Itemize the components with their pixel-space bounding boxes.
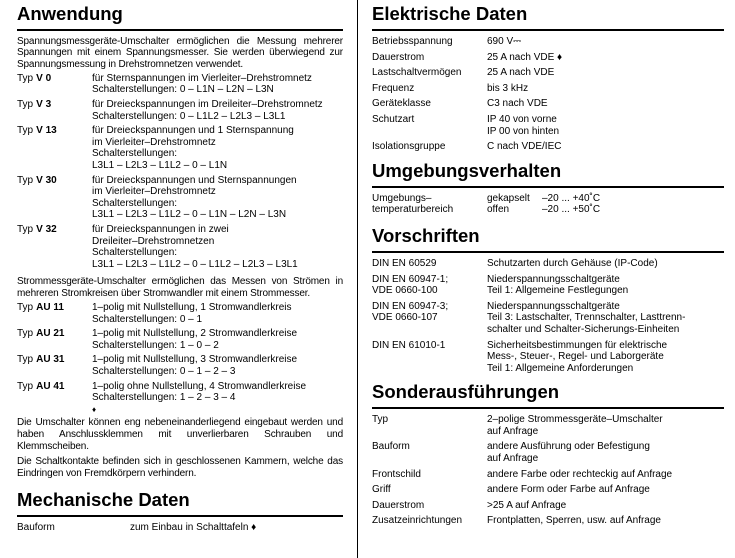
vorschriften-table: [372, 258, 724, 374]
typ-description-line: L3L1 – L2L3 – L1L2 – 0 – L1L2 – L2L3 – L3L1: [92, 258, 298, 270]
elektrische-row: [372, 52, 724, 64]
anwendung-heading: Anwendung: [17, 3, 123, 24]
typ-description-line: L3L1 – L2L3 – L1L2 – 0 – L1N: [92, 160, 228, 172]
anwendung-rule: [17, 29, 343, 31]
typ-description: [92, 224, 343, 270]
typ-code: V 13: [36, 125, 57, 137]
vorschriften-row: [372, 274, 724, 297]
typ-label: Typ: [17, 380, 34, 392]
vorschriften-row: [372, 340, 724, 375]
einbau-paragraph: Die Umschalter können eng nebeneinanderliegend eingebaut werden und haben Anschlussklemmen mit unverlierbaren Schrauben und Klemmscheiben.: [17, 417, 343, 452]
vorschriften-row: [372, 258, 724, 270]
typ-entry: [17, 381, 343, 404]
elektrische-row-key: Dauerstrom: [372, 51, 425, 63]
typ-description-line: im Vierleiter–Drehstromnetz: [92, 186, 216, 198]
typ-description-line: 1–polig mit Nullstellung, 3 Stromwandlerkreise: [92, 354, 298, 366]
sonder-rule: [372, 407, 724, 409]
typ-description: [92, 328, 343, 351]
typ-label-cell: [17, 381, 92, 404]
typ-code: V 32: [36, 224, 57, 236]
vorschriften-row-key: DIN EN 60947-1; VDE 0660-100: [372, 273, 449, 297]
typ-description-line: im Vierleiter–Drehstromnetz: [92, 136, 216, 148]
sonder-row-value: >25 A auf Anfrage: [487, 499, 567, 511]
typ-description-line: Schalterstellungen: 0 – L1N – L2N – L3N: [92, 84, 274, 96]
typ-label-cell: [17, 354, 92, 377]
vorschriften-row-value: Sicherheitsbestimmungen für elektrische Mess-, Steuer-, Regel- und Laborgeräte Teil 1: Allgemeine Anforderungen: [487, 339, 668, 374]
elektrische-row-value: IP 40 von vorne IP 00 von hinten: [487, 113, 560, 137]
typ-description: [92, 381, 343, 404]
typ-label-cell: [17, 73, 92, 96]
typ-description-line: Dreileiter–Drehstromnetzen: [92, 235, 215, 247]
typ-code: V 0: [36, 72, 52, 84]
typ-code: V 30: [36, 174, 57, 186]
sonder-row-value: 2–polige Strommessgeräte–Umschalter auf Anfrage: [487, 414, 663, 437]
elektrische-heading: Elektrische Daten: [372, 3, 528, 24]
umgebung-rule: [372, 186, 724, 188]
typ-label: Typ: [17, 301, 34, 313]
typ-entry: [17, 354, 343, 377]
typ-description: [92, 354, 343, 377]
typ-entry: [17, 224, 343, 270]
elektrische-row-value: 690 V⎓: [487, 36, 522, 47]
typ-description-line: Schalterstellungen: 1 – 2 – 3 – 4: [92, 392, 236, 404]
vorschriften-row: [372, 301, 724, 336]
elektrische-rule: [372, 29, 724, 31]
sonder-row: [372, 414, 724, 437]
typ-label: Typ: [17, 354, 34, 366]
elektrische-row-value: C3 nach VDE: [487, 98, 548, 110]
typ-label: Typ: [17, 224, 34, 236]
sonder-row: [372, 515, 724, 527]
typ-description-line: für Dreieckspannungen in zwei: [92, 224, 229, 236]
typ-description-line: Schalterstellungen:: [92, 148, 178, 160]
anwendung-intro: Spannungsmessgeräte-Umschalter ermöglichen die Messung mehrerer Spannungen mit einem Spannungsmesser. Sie werden überwiegend zur Spannungsmessung in Drehstromnetzen verwendet.: [17, 36, 343, 70]
typ-entry: [17, 328, 343, 351]
mechanische-row-value: zum Einbau in Schalttafeln ♦: [130, 522, 257, 534]
typ-description-line: Schalterstellungen:: [92, 247, 178, 259]
sonder-row-key: Typ: [372, 414, 389, 426]
sonder-row-value: Frontplatten, Sperren, usw. auf Anfrage: [487, 515, 661, 527]
mechanische-heading: Mechanische Daten: [17, 489, 190, 511]
typ-label: Typ: [17, 99, 34, 111]
sonder-table: [372, 414, 724, 527]
umgebung-row: [372, 193, 724, 216]
vorschriften-row-value: Niederspannungsschaltgeräte Teil 1: Allgemeine Festlegungen: [487, 273, 629, 297]
sonder-row: [372, 484, 724, 496]
typ-code: V 3: [36, 99, 52, 111]
sonder-row: [372, 500, 724, 512]
vorschriften-row-value: Niederspannungsschaltgeräte Teil 3: Lastschalter, Trennschalter, Lasttrenn- schalter und Schalter-Sicherungs-Einheiten: [487, 300, 686, 335]
typ-label: Typ: [17, 125, 34, 137]
typ-label-cell: [17, 99, 92, 122]
typ-description: [92, 125, 343, 171]
column-divider: [357, 0, 358, 558]
typ-entry: [17, 125, 343, 171]
vorschriften-row-key: DIN EN 60529: [372, 257, 437, 269]
typ-entry: [17, 302, 343, 325]
note-diamond-icon: ♦: [92, 404, 97, 414]
elektrische-row-key: Betriebsspannung: [372, 36, 453, 47]
vorschriften-row-key: DIN EN 61010-1: [372, 339, 446, 351]
elektrische-row-key: Frequenz: [372, 82, 415, 94]
typ-label: Typ: [17, 174, 34, 186]
elektrische-row-key: Isolationsgruppe: [372, 141, 446, 153]
vorschriften-row-value: Schutzarten durch Gehäuse (IP-Code): [487, 257, 658, 269]
typ-label-cell: [17, 224, 92, 270]
typ-entry: [17, 175, 343, 221]
mechanische-row: [17, 522, 343, 534]
typ-description-line: 1–polig ohne Nullstellung, 4 Stromwandlerkreise: [92, 380, 307, 392]
typ-description: [92, 73, 343, 96]
sonder-row-key: Dauerstrom: [372, 499, 425, 511]
typ-code: AU 11: [36, 301, 64, 313]
typ-description-line: für Dreieckspannungen und Sternspannungen: [92, 174, 297, 186]
vorschriften-heading: Vorschriften: [372, 224, 480, 246]
vorschriften-row-key: DIN EN 60947-3; VDE 0660-107: [372, 300, 449, 324]
mechanische-row-key: Bauform: [17, 522, 55, 534]
typ-code: AU 21: [36, 328, 65, 340]
sonder-row-key: Frontschild: [372, 468, 421, 480]
typ-code: AU 31: [36, 354, 65, 366]
typ-description-line: Schalterstellungen: 0 – 1 – 2 – 3: [92, 365, 236, 377]
typ-description-line: Schalterstellungen: 1 – 0 – 2: [92, 339, 219, 351]
elektrische-row-key: Schutzart: [372, 113, 415, 125]
elektrische-row: [372, 98, 724, 110]
typ-label-cell: [17, 125, 92, 171]
sonder-row: [372, 469, 724, 481]
typ-label-cell: [17, 328, 92, 351]
mechanische-table: [17, 522, 343, 534]
sonder-row: [372, 441, 724, 464]
elektrische-row: [372, 36, 724, 48]
typ-description-line: L3L1 – L2L3 – L1L2 – 0 – L1N – L2N – L3N: [92, 209, 287, 221]
typ-description-line: 1–polig mit Nullstellung, 2 Stromwandlerkreise: [92, 328, 298, 340]
elektrische-row-key: Lastschaltvermögen: [372, 67, 462, 79]
typ-label: Typ: [17, 72, 34, 84]
elektrische-table: [372, 36, 724, 153]
elektrische-row: [372, 141, 724, 153]
typ-description-line: Schalterstellungen: 0 – L1L2 – L2L3 – L3L1: [92, 110, 286, 122]
strom-typ-list: [17, 302, 343, 404]
elektrische-row: [372, 114, 724, 137]
umgebung-heading: Umgebungsverhalten: [372, 159, 562, 181]
elektrische-row-value: 25 A nach VDE ♦: [487, 51, 563, 63]
typ-code: AU 41: [36, 380, 65, 392]
right-column: [372, 0, 724, 531]
typ-label-cell: [17, 302, 92, 325]
umgebung-range: –20 ... +40˚C –20 ... +50˚C: [542, 192, 601, 216]
typ-entry: [17, 73, 343, 96]
elektrische-row-value: C nach VDE/IEC: [487, 141, 562, 153]
umgebung-mode: gekapselt offen: [487, 192, 530, 216]
elektrische-row-key: Geräteklasse: [372, 98, 431, 110]
typ-description-line: für Dreieckspannungen und 1 Sternspannung: [92, 125, 294, 137]
strom-intro: Strommessgeräte-Umschalter ermöglichen das Messen von Strömen in mehreren Stromkreisen über Stromwandler mit einem Strommesser.: [17, 276, 343, 299]
elektrische-row-value: bis 3 kHz: [487, 82, 529, 94]
elektrische-row: [372, 67, 724, 79]
typ-description: [92, 99, 343, 122]
typ-description-line: für Dreieckspannungen im Dreileiter–Drehstromnetz: [92, 99, 323, 111]
sonder-row-key: Griff: [372, 484, 391, 496]
umgebung-key: Umgebungs– temperaturbereich: [372, 192, 454, 216]
spannung-typ-list: [17, 73, 343, 271]
sonder-row-value: andere Form oder Farbe auf Anfrage: [487, 484, 650, 496]
sonder-heading: Sonderausführungen: [372, 381, 560, 403]
mechanische-rule: [17, 515, 343, 517]
typ-label-cell: [17, 175, 92, 221]
sonder-row-key: Zusatzeinrichtungen: [372, 515, 463, 527]
sonder-row-key: Bauform: [372, 441, 410, 453]
left-column: [17, 0, 343, 534]
elektrische-row-value: 25 A nach VDE: [487, 67, 555, 79]
typ-description-line: Schalterstellungen:: [92, 197, 178, 209]
typ-description-line: Schalterstellungen: 0 – 1: [92, 313, 203, 325]
typ-description: [92, 302, 343, 325]
typ-description-line: 1–polig mit Nullstellung, 1 Stromwandlerkreis: [92, 301, 292, 313]
elektrische-row: [372, 83, 724, 95]
typ-label: Typ: [17, 328, 34, 340]
typ-description-line: für Sternspannungen im Vierleiter–Drehstromnetz: [92, 72, 312, 84]
sonder-row-value: andere Ausführung oder Befestigung auf Anfrage: [487, 441, 650, 465]
typ-description: [92, 175, 343, 221]
vorschriften-rule: [372, 251, 724, 253]
typ-entry: [17, 99, 343, 122]
kammern-paragraph: Die Schaltkontakte befinden sich in geschlossenen Kammern, welche das Eindringen von Fremdkörpern verhindern.: [17, 456, 343, 479]
sonder-row-value: andere Farbe oder rechteckig auf Anfrage: [487, 468, 673, 480]
